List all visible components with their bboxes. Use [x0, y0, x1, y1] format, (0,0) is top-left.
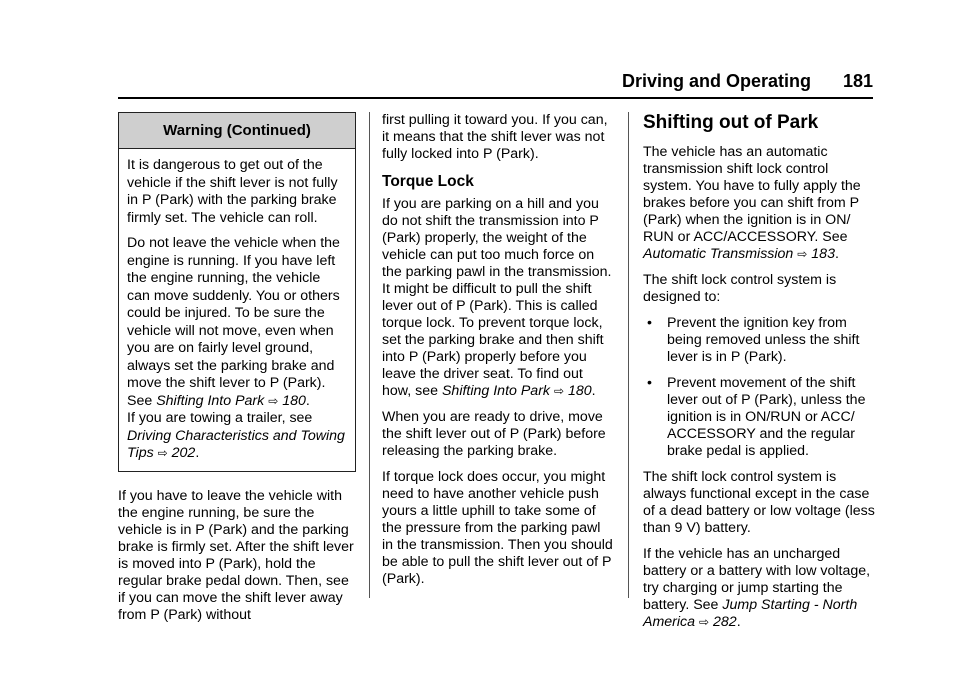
body-paragraph: first pulling it toward you. If you can, it means that the shift lever was not fully locked into P (Park). [382, 112, 608, 162]
page-arrow-icon: ⇨ [553, 384, 565, 398]
body-paragraph: If you have to leave the vehicle with the engine running, be sure the vehicle is in P (Park) and the parking brake is firmly set. After the shift lever is moved into P (Park), hold the regular brake pedal down. Then, see if you can move the shift lever away from P (Park) without [118, 487, 354, 623]
column-divider [369, 112, 370, 598]
section-title: Driving and Operating [621, 71, 811, 91]
body-paragraph: When you are ready to drive, move the shift lever out of P (Park) before releasing the parking brake. [382, 409, 606, 459]
bullet-list [643, 315, 875, 460]
warning-paragraph: Driving Characteristics and Towing Tips ⇨ 202. [127, 427, 345, 461]
bullet-icon: • [647, 375, 652, 391]
body-paragraph: The shift lock control system is always functional except in the case of a dead battery or low voltage (less than 9 V) battery. [643, 469, 875, 536]
xref-link[interactable]: Automatic Transmission ⇨ 183 [643, 246, 835, 262]
page-number: 181 [842, 71, 873, 91]
xref-link[interactable]: Jump Starting - North America ⇨ 282 [643, 597, 858, 630]
list-item: • Prevent the ignition key from being removed unless the shift lever is in P (Park). [647, 315, 860, 365]
body-paragraph: If torque lock does occur, you might need to have another vehicle push yours a little uphill to take some of the pressure from the parking pawl in the transmission. Then you should be able to pull the shift lever out of P (Park). [382, 469, 613, 587]
body-paragraph: The shift lock control system is designed to: [643, 272, 837, 305]
column-right [643, 112, 875, 640]
warning-paragraph: Do not leave the vehicle when the engine is running. If you have left the engine running, the vehicle can move suddenly. You or others could be injured. To be sure the vehicle will not move, even when you are on fairly level ground, always set the parking brake and move the shift lever to P (Park). See Shifting Into Park ⇨ 180. [127, 235, 340, 409]
xref-link[interactable]: Shifting Into Park ⇨ 180 [156, 392, 306, 409]
warning-paragraph: It is dangerous to get out of the vehicle if the shift lever is not fully in P (Park) with the parking brake firmly set. The vehicle can roll. [127, 157, 338, 226]
warning-title: Warning (Continued) [119, 113, 355, 149]
bullet-icon: • [647, 315, 652, 331]
section-heading: Shifting out of Park [643, 112, 819, 133]
xref-link[interactable]: Driving Characteristics and Towing Tips ⇨ 202 [127, 427, 345, 461]
list-item: • Prevent movement of the shift lever out of P (Park), unless the ignition is in ON/RUN or ACC/ ACCESSORY and the regular brake pedal is applied. [647, 375, 866, 459]
column-divider [628, 112, 629, 598]
page-header [0, 68, 873, 98]
warning-body [119, 149, 355, 471]
header-rule [118, 97, 873, 99]
column-middle [382, 112, 614, 597]
body-paragraph: The vehicle has an automatic transmission shift lock control system. You have to fully apply the brakes before you can shift from P (Park) when the ignition is in ON/ RUN or ACC/ACCESSORY. See Automatic Transmission ⇨ 183. [643, 144, 861, 262]
page-arrow-icon: ⇨ [268, 393, 279, 408]
page-arrow-icon: ⇨ [699, 615, 710, 629]
warning-box [118, 112, 356, 472]
subheading-torque-lock: Torque Lock [382, 173, 474, 190]
warning-paragraph: If you are towing a trailer, see [127, 410, 313, 426]
xref-link[interactable]: Shifting Into Park ⇨ 180 [441, 383, 592, 399]
column-left [118, 112, 356, 633]
page-arrow-icon: ⇨ [157, 446, 168, 460]
body-paragraph: If you are parking on a hill and you do not shift the transmission into P (Park) properly, the weight of the vehicle can put too much force on the parking pawl in the transmission. It might be difficult to pull the shift lever out of P (Park). This is called torque lock. To prevent torque lock, set the parking brake and then shift into P (Park) properly before you leave the driver seat. To find out how, see Shifting Into Park ⇨ 180. [382, 196, 612, 399]
page-arrow-icon: ⇨ [797, 247, 808, 261]
body-paragraph: If the vehicle has an uncharged battery or a battery with low voltage, try charging or jump starting the battery. See Jump Starting - North America ⇨ 282. [643, 546, 871, 630]
